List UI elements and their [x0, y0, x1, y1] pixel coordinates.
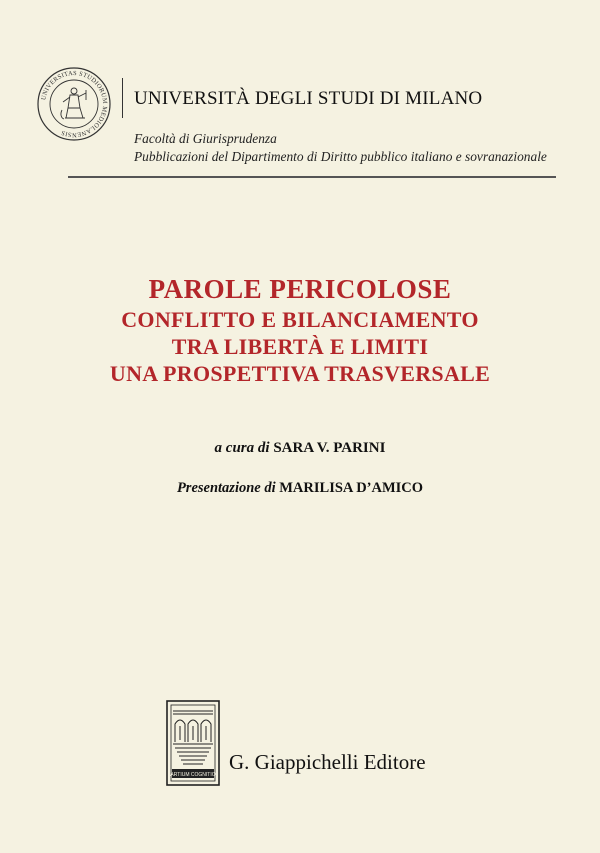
svg-text:UNIVERSITAS STUDIORUM MEDIOLAN: UNIVERSITAS STUDIORUM MEDIOLANENSIS — [40, 69, 109, 139]
faculty-name: Facoltà di Giurisprudenza — [134, 131, 277, 146]
presentation-credit — [0, 480, 600, 497]
presentation-prefix: Presentazione di — [176, 480, 276, 496]
editor-credit — [0, 440, 600, 457]
title-block — [0, 272, 600, 387]
publisher-name: G. Giappichelli Editore — [229, 750, 426, 774]
university-name: UNIVERSITÀ DEGLI STUDI DI MILANO — [134, 88, 483, 109]
book-subtitle-line-1: CONFLITTO E BILANCIAMENTO — [121, 307, 479, 332]
editor-prefix: a cura di — [214, 440, 270, 456]
presentation-name: MARILISA D’AMICO — [279, 480, 424, 496]
svg-text:ARTIUM COGNITIO: ARTIUM COGNITIO — [170, 772, 216, 778]
department-series: Pubblicazioni del Dipartimento di Diritto pubblico italiano e sovranazionale — [134, 149, 547, 164]
book-subtitle-line-2: TRA LIBERTÀ E LIMITI — [171, 334, 429, 359]
university-seal-logo — [36, 66, 112, 142]
header-vertical-rule — [122, 78, 123, 118]
editor-name: SARA V. PARINI — [273, 440, 386, 456]
book-subtitle-line-3: UNA PROSPETTIVA TRASVERSALE — [109, 361, 491, 386]
header-horizontal-rule — [68, 176, 556, 178]
publisher-logo — [166, 700, 220, 786]
book-title: PAROLE PERICOLOSE — [148, 274, 452, 304]
